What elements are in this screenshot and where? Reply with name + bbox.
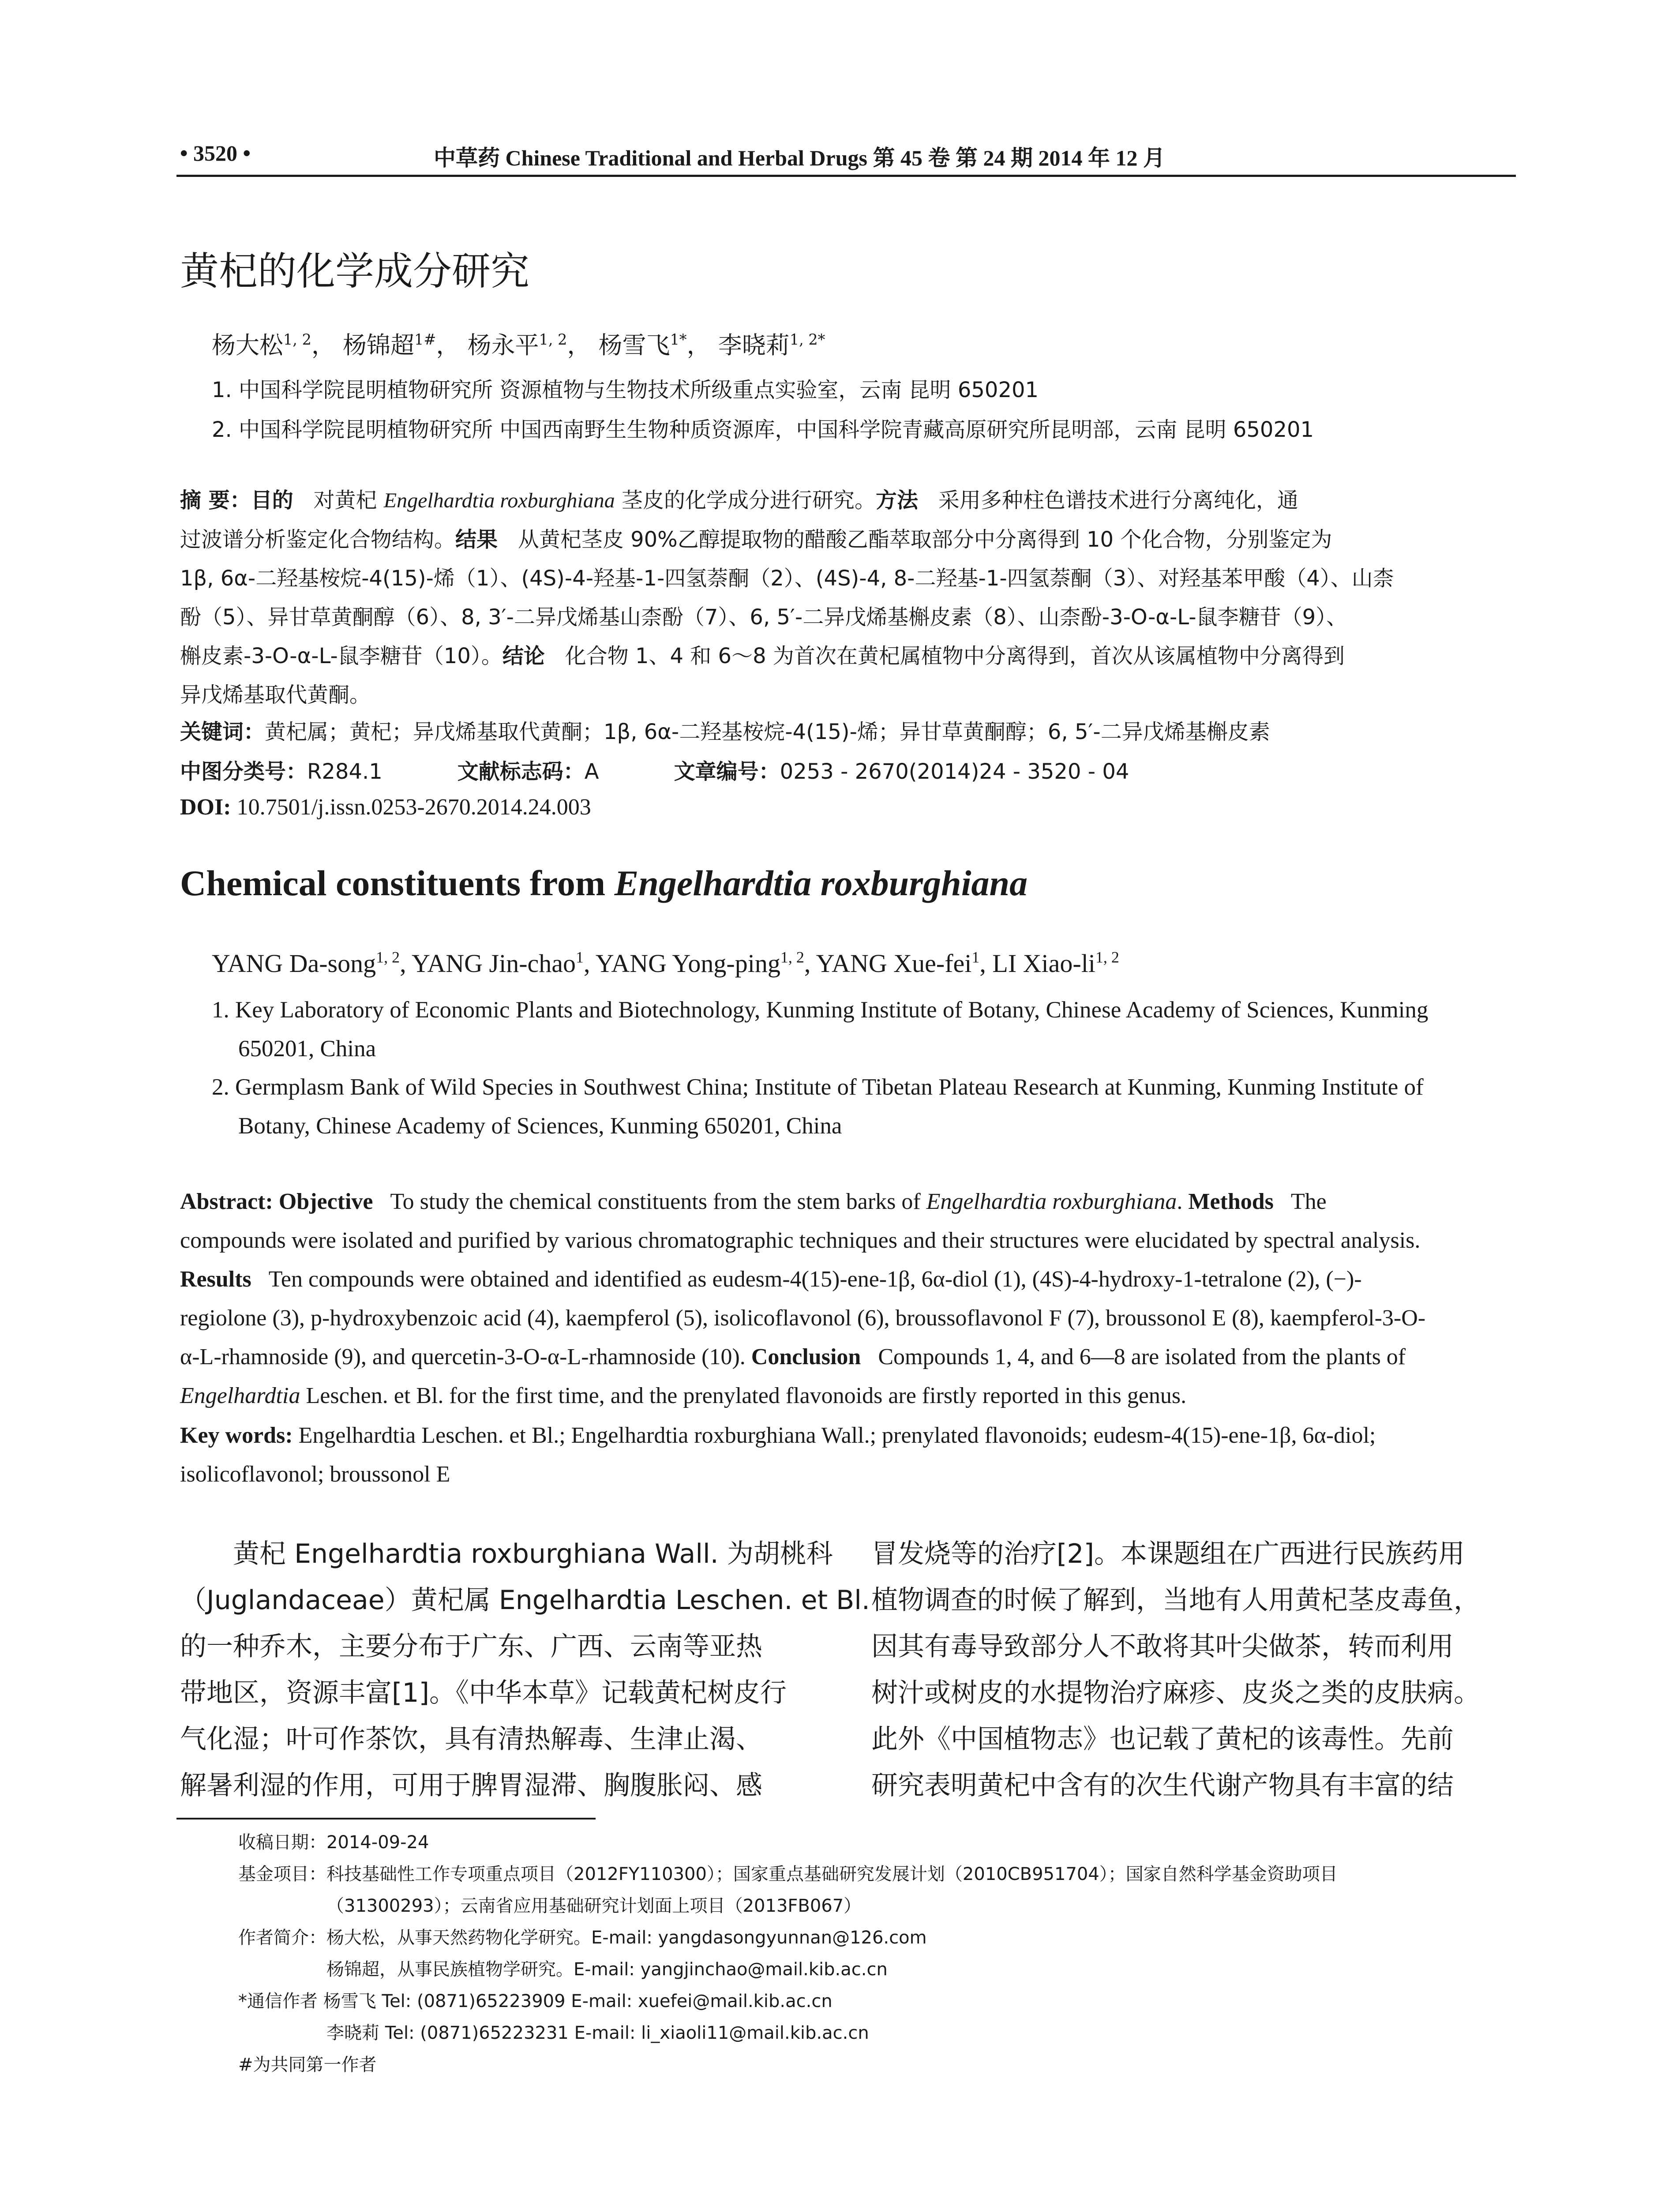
abstract-text: The (1290, 1189, 1327, 1214)
body-line: 冒发烧等的治疗[2]。本课题组在广西进行民族药用 (871, 1538, 1465, 1569)
affiliation-line: 650201, China (238, 1036, 376, 1062)
keywords-chinese (180, 715, 1270, 745)
abstract-text: To study the chemical constituents from the stem barks of (390, 1189, 921, 1214)
author-name: 杨大松 (212, 331, 283, 359)
keywords-label: Key words: (180, 1423, 293, 1448)
methods-label: 方法 (876, 488, 919, 513)
affiliation-english-1 (212, 990, 1428, 1068)
author-name: YANG Xue-fei (816, 949, 972, 978)
clc-value: R284.1 (307, 759, 382, 784)
author-name: LI Xiao-li (992, 949, 1095, 978)
author-separator: ， (686, 331, 711, 359)
footnotes (238, 1827, 1518, 2081)
conclusion-label: 结论 (502, 644, 545, 668)
keywords-line (180, 1416, 1512, 1455)
author-name: YANG Yong-ping (595, 949, 780, 978)
body-line: 气化湿；叶可作茶饮，具有清热解毒、生津止渴、 (180, 1724, 762, 1755)
objective-label: 目的 (251, 488, 293, 513)
corresponding-author-line: *通信作者 杨雪飞 Tel: (0871)65223909 E-mail: xuefei@mail.kib.ac.cn (238, 1991, 832, 2011)
results-label: Results (180, 1267, 251, 1292)
author-affiliation-mark: 1 (576, 948, 584, 966)
classification-line (180, 754, 1129, 785)
objective-label: Objective (278, 1189, 373, 1214)
abstract-line (180, 1377, 1512, 1415)
author-affiliation-mark: 1, 2 (283, 330, 311, 348)
body-line: 因其有毒导致部分人不敢将其叶尖做茶，转而利用 (871, 1631, 1454, 1662)
abstract-text: 对黄杞 (313, 488, 377, 513)
header-rule (176, 175, 1516, 177)
conclusion-label: Conclusion (751, 1344, 861, 1369)
body-column-left (180, 1531, 870, 1809)
document-code-label: 文献标志码： (457, 759, 585, 784)
abstract-line (180, 637, 1512, 675)
author-affiliation-mark: 1# (414, 330, 436, 348)
author-bio-line: 杨锦超，从事民族植物学研究。E-mail: yangjinchao@mail.kib.ac.cn (326, 1959, 888, 1980)
author-name: YANG Da-song (212, 949, 376, 978)
document-code-value: A (584, 759, 599, 784)
abstract-line: 1β, 6α-二羟基桉烷-4(15)-烯（1）、(4S)-4-羟基-1-四氢萘酮（2）、(4S)-4, 8-二羟基-1-四氢萘酮（3）、对羟基苯甲酸（4）、山柰 (180, 566, 1394, 591)
methods-label: Methods (1188, 1189, 1274, 1214)
abstract-line: compounds were isolated and purified by various chromatographic techniques and their structures were elucidated by spectral analysis. (180, 1228, 1421, 1253)
author-name: 杨雪飞 (598, 331, 670, 359)
abstract-text: Compounds 1, 4, and 6—8 are isolated from the plants of (878, 1344, 1406, 1369)
body-line: 黄杞 Engelhardtia roxburghiana Wall. 为胡桃科 (233, 1538, 833, 1569)
author-bio-line: 作者简介：杨大松，从事天然药物化学研究。E-mail: yangdasongyunnan@126.com (238, 1928, 927, 1948)
article-number-label: 文章编号： (674, 759, 780, 784)
abstract-text: 从黄杞茎皮 90%乙醇提取物的醋酸乙酯萃取部分中分离得到 10 个化合物，分别鉴定为 (518, 527, 1332, 552)
body-column-right (871, 1531, 1515, 1809)
abstract-text: 采用多种柱色谱技术进行分离纯化，通 (938, 488, 1298, 513)
author-name: 杨永平 (467, 331, 539, 359)
abstract-text: 过波谱分析鉴定化合物结构。 (180, 527, 456, 552)
abstract-english (180, 1182, 1512, 1415)
abstract-text: 化合物 1、4 和 6～8 为首次在黄杞属植物中分离得到，首次从该属植物中分离得到 (565, 644, 1345, 668)
abstract-text: 茎皮的化学成分进行研究。 (622, 488, 876, 513)
doi-line (180, 794, 591, 820)
keywords-text: 黄杞属；黄杞；异戊烯基取代黄酮；1β, 6α-二羟基桉烷-4(15)-烯；异甘草黄酮醇；6, 5′-二异戊烯基槲皮素 (265, 720, 1270, 744)
author-affiliation-mark: 1* (670, 330, 687, 348)
affiliation-english-2 (212, 1068, 1424, 1145)
author-name: 杨锦超 (343, 331, 415, 359)
abstract-label: Abstract: (180, 1189, 273, 1214)
body-line: 带地区，资源丰富[1]。《中华本草》记载黄杞树皮行 (180, 1677, 787, 1708)
author-affiliation-mark: 1, 2 (539, 330, 567, 348)
author-affiliation-mark: 1, 2 (1095, 948, 1119, 966)
author-separator: ， (567, 331, 591, 359)
author-affiliation-mark: 1 (971, 948, 980, 966)
author-separator: ， (436, 331, 460, 359)
body-line: 解暑利湿的作用，可用于脾胃湿滞、胸腹胀闷、感 (180, 1770, 762, 1801)
abstract-line (180, 481, 1512, 520)
doi-value: 10.7501/j.issn.0253-2670.2014.24.003 (236, 795, 591, 820)
body-line: 此外《中国植物志》也记载了黄杞的该毒性。先前 (871, 1724, 1454, 1755)
page-number: • 3520 • (180, 141, 251, 165)
abstract-line: Abstract: Objective To study the chemical constituents from the stem barks of Engelhardtia roxburghiana. Methods The (180, 1189, 1327, 1214)
doi-label: DOI: (180, 795, 231, 820)
affiliation-line: Botany, Chinese Academy of Sciences, Kunming 650201, China (238, 1113, 842, 1139)
abstract-line (180, 1338, 1512, 1377)
body-line: 的一种乔木，主要分布于广东、广西、云南等亚热 (180, 1631, 762, 1662)
author-affiliation-mark: 1, 2 (780, 948, 804, 966)
abstract-line: 酚（5）、异甘草黄酮醇（6）、8, 3′-二异戊烯基山柰酚（7）、6, 5′-二异戊烯基槲皮素（8）、山柰酚-3-O-α-L-鼠李糖苷（9）、 (180, 605, 1348, 630)
keywords-english (180, 1416, 1512, 1494)
author-affiliation-mark: 1, 2 (376, 948, 400, 966)
abstract-text: α-L-rhamnoside (9), and quercetin-3-O-α-L-rhamnoside (10). (180, 1344, 746, 1369)
keywords-label: 关键词： (180, 720, 265, 744)
abstract-text: Leschen. et Bl. for the first time, and the prenylated flavonoids are firstly reported in this genus. (306, 1383, 1187, 1408)
latin-name: Engelhardtia roxburghiana (926, 1189, 1177, 1214)
corresponding-author-line: 李晓莉 Tel: (0871)65223231 E-mail: li_xiaoli11@mail.kib.ac.cn (326, 2023, 869, 2043)
funding-line: （31300293）；云南省应用基础研究计划面上项目（2013FB067） (326, 1896, 862, 1916)
body-line: 植物调查的时候了解到，当地有人用黄杞茎皮毒鱼， (871, 1585, 1480, 1616)
abstract-text: 槲皮素-3-O-α-L-鼠李糖苷（10）。 (180, 644, 502, 668)
title-english-latin: Engelhardtia roxburghiana (614, 863, 1028, 903)
abstract-line: regiolone (3), p-hydroxybenzoic acid (4), kaempferol (5), isolicoflavonol (6), broussoflavonol F (7), broussonol E (8), kaempferol-3-O- (180, 1306, 1426, 1331)
author-separator: ， (311, 331, 335, 359)
abstract-line (180, 1260, 1512, 1299)
affiliation-chinese-1: 1. 中国科学院昆明植物研究所 资源植物与生物技术所级重点实验室，云南 昆明 650201 (212, 378, 1039, 402)
co-first-author-note: #为共同第一作者 (238, 2055, 377, 2075)
author-name: 李晓莉 (718, 331, 790, 359)
author-name: YANG Jin-chao (411, 949, 576, 978)
affiliation-line: 2. Germplasm Bank of Wild Species in Southwest China; Institute of Tibetan Plateau Research at Kunming, Kunming Institute of (212, 1074, 1424, 1100)
footnote-rule (176, 1818, 596, 1820)
journal-citation-line: 中草药 Chinese Traditional and Herbal Drugs 第 45 卷 第 24 期 2014 年 12 月 (434, 146, 1165, 170)
results-label: 结果 (455, 527, 498, 552)
abstract-line: 异戊烯基取代黄酮。 (180, 683, 371, 707)
received-date: 收稿日期：2014-09-24 (238, 1832, 429, 1853)
keywords-line: isolicoflavonol; broussonol E (180, 1462, 450, 1487)
body-line: 研究表明黄杞中含有的次生代谢产物具有丰富的结 (871, 1770, 1454, 1801)
title-chinese: 黄杞的化学成分研究 (180, 248, 530, 294)
abstract-label: 摘 要： (180, 488, 251, 513)
title-english-text: Chemical constituents from (180, 863, 606, 903)
latin-name: Engelhardtia (180, 1383, 300, 1408)
funding-line: 基金项目：科技基础性工作专项重点项目（2012FY110300）；国家重点基础研究发展计划（2010CB951704）；国家自然科学基金资助项目 (238, 1864, 1338, 1884)
body-line: （Juglandaceae）黄杞属 Engelhardtia Leschen. et Bl. (180, 1585, 870, 1616)
title-english (180, 863, 1028, 904)
abstract-chinese (180, 481, 1512, 714)
affiliation-line: 1. Key Laboratory of Economic Plants and Biotechnology, Kunming Institute of Botany, Chinese Academy of Sciences, Kunming (212, 997, 1429, 1023)
running-header (180, 140, 1516, 170)
abstract-text: Ten compounds were obtained and identified as eudesm-4(15)-ene-1β, 6α-diol (1), (4S)-4-hydroxy-1-tetralone (2), (−)- (268, 1267, 1362, 1292)
authors-chinese (212, 326, 825, 360)
author-affiliation-mark: 1, 2* (789, 330, 825, 348)
article-number-value: 0253 - 2670(2014)24 - 3520 - 04 (780, 759, 1129, 784)
body-line: 树汁或树皮的水提物治疗麻疹、皮炎之类的皮肤病。 (871, 1677, 1480, 1708)
clc-label: 中图分类号： (180, 759, 308, 784)
authors-english: YANG Da-song$^{1, 2}$, YANG Jin-chao$^1$, YANG Yong-ping$^{1, 2}$, YANG Xue-fei$^1$, LI Xiao-li$^{1, 2}$ (212, 948, 1119, 978)
latin-name: Engelhardtia roxburghiana (383, 489, 615, 512)
affiliation-chinese-2: 2. 中国科学院昆明植物研究所 中国西南野生生物种质资源库，中国科学院青藏高原研究所昆明部，云南 昆明 650201 (212, 417, 1314, 442)
keywords-text: Engelhardtia Leschen. et Bl.; Engelhardtia roxburghiana Wall.; prenylated flavonoids; eudesm-4(15)-ene-1β, 6α-diol; (298, 1423, 1376, 1448)
abstract-line (180, 520, 1512, 559)
